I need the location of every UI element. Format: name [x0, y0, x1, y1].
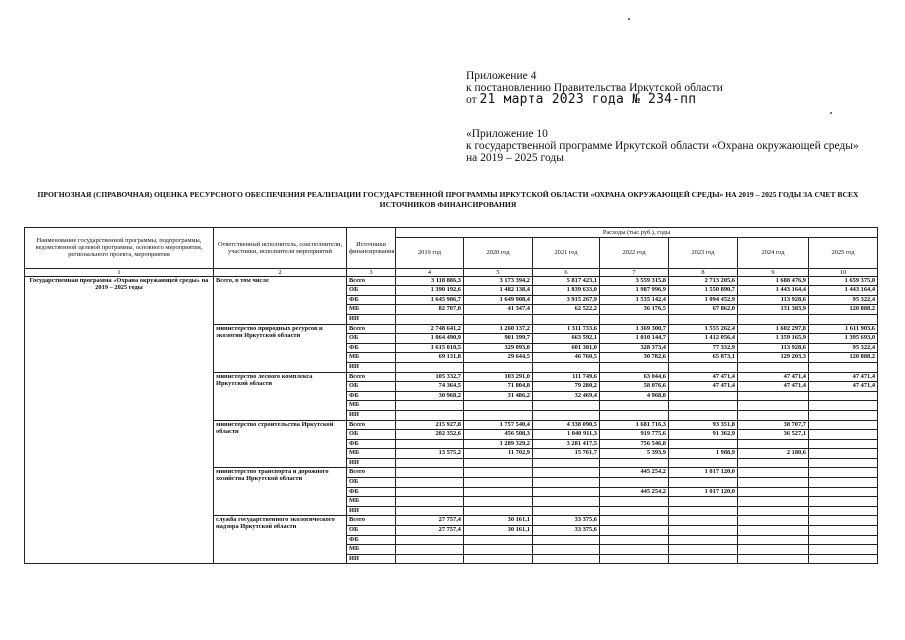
- value-cell: 30 782,6: [600, 353, 669, 363]
- value-cell: [809, 487, 878, 497]
- value-cell: [738, 526, 809, 536]
- col-header-year: 2021 год: [533, 237, 600, 268]
- value-cell: 202 352,6: [396, 430, 464, 440]
- source-cell: МБ: [347, 401, 396, 411]
- value-cell: 129 203,3: [738, 353, 809, 363]
- value-cell: [809, 535, 878, 545]
- value-cell: [464, 554, 533, 564]
- value-cell: 3 915 267,9: [533, 295, 600, 305]
- value-cell: [464, 535, 533, 545]
- source-cell: МБ: [347, 497, 396, 507]
- table-row: [25, 276, 878, 286]
- value-cell: 1 555 262,4: [669, 324, 738, 334]
- scan-speck: [830, 112, 832, 114]
- value-cell: [600, 535, 669, 545]
- value-cell: 1 094 452,9: [669, 295, 738, 305]
- value-cell: 1 535 142,4: [600, 295, 669, 305]
- value-cell: 69 131,8: [396, 353, 464, 363]
- value-cell: [669, 526, 738, 536]
- source-cell: ОБ: [347, 430, 396, 440]
- value-cell: 1 017 120,0: [669, 468, 738, 478]
- col-header-year: 2025 год: [809, 237, 878, 268]
- value-cell: 95 322,4: [809, 295, 878, 305]
- value-cell: [809, 439, 878, 449]
- value-cell: 3 173 394,2: [464, 276, 533, 286]
- source-cell: ОБ: [347, 286, 396, 296]
- value-cell: 1 017 120,0: [669, 487, 738, 497]
- col-header-source: Источники финансирования: [347, 228, 396, 269]
- value-cell: [396, 535, 464, 545]
- value-cell: [464, 478, 533, 488]
- value-cell: 103 291,0: [464, 372, 533, 382]
- value-cell: [396, 401, 464, 411]
- value-cell: [464, 545, 533, 555]
- value-cell: [600, 526, 669, 536]
- value-cell: [600, 478, 669, 488]
- value-cell: 5 393,9: [600, 449, 669, 459]
- source-cell: МБ: [347, 353, 396, 363]
- value-cell: 1 064 490,9: [396, 334, 464, 344]
- col-index: 6: [533, 268, 600, 276]
- col-header-year: 2022 год: [600, 237, 669, 268]
- value-cell: 31 486,2: [464, 391, 533, 401]
- value-cell: 33 375,6: [533, 526, 600, 536]
- annex-resolution: к постановлению Правительства Иркутской области: [466, 82, 723, 94]
- value-cell: 456 508,3: [464, 430, 533, 440]
- source-cell: Всего: [347, 516, 396, 526]
- value-cell: 38 707,7: [738, 420, 809, 430]
- value-cell: 1 443 164,4: [809, 286, 878, 296]
- value-cell: 47 471,4: [738, 372, 809, 382]
- value-cell: [600, 401, 669, 411]
- value-cell: [533, 362, 600, 372]
- value-cell: [738, 554, 809, 564]
- value-cell: 111 749,6: [533, 372, 600, 382]
- value-cell: [738, 314, 809, 324]
- value-cell: [600, 362, 669, 372]
- value-cell: 30 161,1: [464, 526, 533, 536]
- value-cell: [738, 458, 809, 468]
- value-cell: [533, 487, 600, 497]
- value-cell: 4 338 090,5: [533, 420, 600, 430]
- value-cell: [809, 497, 878, 507]
- value-cell: [533, 497, 600, 507]
- col-header-year: 2020 год: [464, 237, 533, 268]
- value-cell: [396, 439, 464, 449]
- value-cell: 1 988,9: [669, 449, 738, 459]
- value-cell: 1 040 911,3: [533, 430, 600, 440]
- source-cell: Всего: [347, 324, 396, 334]
- value-cell: 30 161,1: [464, 516, 533, 526]
- value-cell: 3 118 886,3: [396, 276, 464, 286]
- value-cell: 901 399,7: [464, 334, 533, 344]
- source-cell: Всего: [347, 468, 396, 478]
- value-cell: 1 010 144,7: [600, 334, 669, 344]
- value-cell: 27 757,4: [396, 516, 464, 526]
- source-cell: ФБ: [347, 295, 396, 305]
- value-cell: 2 748 641,2: [396, 324, 464, 334]
- value-cell: [669, 554, 738, 564]
- value-cell: 11 702,9: [464, 449, 533, 459]
- value-cell: [669, 545, 738, 555]
- col-header-year: 2019 год: [396, 237, 464, 268]
- col-index: 3: [347, 268, 396, 276]
- value-cell: 30 968,2: [396, 391, 464, 401]
- value-cell: [669, 535, 738, 545]
- value-cell: 1 260 137,2: [464, 324, 533, 334]
- value-cell: [669, 506, 738, 516]
- value-cell: 1 757 540,4: [464, 420, 533, 430]
- program-name-cell: Государственная программа «Охрана окружающей среды» на 2019 – 2025 годы: [25, 276, 214, 564]
- value-cell: [533, 458, 600, 468]
- value-cell: 1 550 890,7: [669, 286, 738, 296]
- value-cell: 1 602 297,8: [738, 324, 809, 334]
- value-cell: [669, 497, 738, 507]
- value-cell: [396, 362, 464, 372]
- value-cell: 2 713 205,6: [669, 276, 738, 286]
- value-cell: 215 927,8: [396, 420, 464, 430]
- source-cell: ИИ: [347, 458, 396, 468]
- table-index-row: [25, 268, 878, 276]
- value-cell: [533, 554, 600, 564]
- annex10-period: на 2019 – 2025 годы: [466, 152, 564, 164]
- value-cell: [396, 554, 464, 564]
- value-cell: 328 373,4: [600, 343, 669, 353]
- value-cell: 120 888,2: [809, 353, 878, 363]
- value-cell: 47 471,4: [669, 372, 738, 382]
- table-header-row: [25, 228, 878, 238]
- source-cell: ОБ: [347, 478, 396, 488]
- value-cell: [738, 545, 809, 555]
- value-cell: 113 928,6: [738, 343, 809, 353]
- source-cell: МБ: [347, 305, 396, 315]
- value-cell: [809, 391, 878, 401]
- source-cell: ИИ: [347, 314, 396, 324]
- value-cell: [738, 468, 809, 478]
- value-cell: 1 839 633,0: [533, 286, 600, 296]
- value-cell: 63 044,6: [600, 372, 669, 382]
- executor-cell: министерство лесного комплекса Иркутской области: [214, 372, 347, 420]
- value-cell: 1 688 476,9: [738, 276, 809, 286]
- col-index: 7: [600, 268, 669, 276]
- value-cell: [669, 478, 738, 488]
- col-header-year: 2023 год: [669, 237, 738, 268]
- value-cell: [600, 554, 669, 564]
- value-cell: [396, 506, 464, 516]
- value-cell: [809, 458, 878, 468]
- value-cell: [669, 410, 738, 420]
- col-header-year: 2024 год: [738, 237, 809, 268]
- col-header-expenses: Расходы (тыс.руб.), годы: [396, 228, 878, 238]
- value-cell: 4 968,0: [600, 391, 669, 401]
- value-cell: [600, 545, 669, 555]
- value-cell: [533, 478, 600, 488]
- value-cell: 36 527,1: [738, 430, 809, 440]
- value-cell: 32 469,4: [533, 391, 600, 401]
- value-cell: 756 546,8: [600, 439, 669, 449]
- value-cell: 1 659 375,0: [809, 276, 878, 286]
- value-cell: [809, 420, 878, 430]
- value-cell: [738, 506, 809, 516]
- annex10-title: «Приложение 10: [466, 128, 548, 140]
- col-index: 4: [396, 268, 464, 276]
- scan-speck: [628, 18, 630, 20]
- value-cell: [669, 362, 738, 372]
- value-cell: [669, 516, 738, 526]
- col-index: 9: [738, 268, 809, 276]
- annex10-header: [466, 128, 859, 164]
- value-cell: [669, 458, 738, 468]
- value-cell: [396, 468, 464, 478]
- source-cell: ОБ: [347, 526, 396, 536]
- value-cell: 1 289 329,2: [464, 439, 533, 449]
- value-cell: [738, 478, 809, 488]
- value-cell: 1 443 164,4: [738, 286, 809, 296]
- value-cell: 1 611 903,6: [809, 324, 878, 334]
- col-index: 8: [669, 268, 738, 276]
- value-cell: 1 482 138,4: [464, 286, 533, 296]
- source-cell: Всего: [347, 420, 396, 430]
- value-cell: [809, 410, 878, 420]
- value-cell: 41 347,4: [464, 305, 533, 315]
- value-cell: 62 522,2: [533, 305, 600, 315]
- value-cell: 77 332,9: [669, 343, 738, 353]
- value-cell: [533, 410, 600, 420]
- value-cell: [600, 314, 669, 324]
- source-cell: МБ: [347, 545, 396, 555]
- value-cell: [396, 497, 464, 507]
- value-cell: [669, 401, 738, 411]
- col-index: 1: [25, 268, 214, 276]
- executor-cell: министерство строительства Иркутской области: [214, 420, 347, 468]
- annex-date-line: [466, 94, 723, 106]
- value-cell: 1 390 192,6: [396, 286, 464, 296]
- value-cell: 79 280,2: [533, 382, 600, 392]
- value-cell: 95 322,4: [809, 343, 878, 353]
- value-cell: 82 707,0: [396, 305, 464, 315]
- source-cell: ФБ: [347, 439, 396, 449]
- value-cell: 919 775,6: [600, 430, 669, 440]
- value-cell: 93 351,8: [669, 420, 738, 430]
- value-cell: 329 093,0: [464, 343, 533, 353]
- value-cell: 47 471,4: [669, 382, 738, 392]
- source-cell: ИИ: [347, 554, 396, 564]
- value-cell: [809, 506, 878, 516]
- value-cell: 71 804,8: [464, 382, 533, 392]
- value-cell: 74 364,5: [396, 382, 464, 392]
- executor-cell: Всего, в том числе: [214, 276, 347, 324]
- source-cell: ИИ: [347, 506, 396, 516]
- value-cell: [809, 314, 878, 324]
- value-cell: [600, 410, 669, 420]
- value-cell: [533, 535, 600, 545]
- value-cell: 33 375,6: [533, 516, 600, 526]
- source-cell: ОБ: [347, 382, 396, 392]
- value-cell: 1 649 908,4: [464, 295, 533, 305]
- value-cell: 3 559 315,8: [600, 276, 669, 286]
- value-cell: [809, 526, 878, 536]
- value-cell: [464, 314, 533, 324]
- value-cell: [600, 497, 669, 507]
- value-cell: [809, 545, 878, 555]
- value-cell: 29 644,5: [464, 353, 533, 363]
- value-cell: [464, 468, 533, 478]
- value-cell: [533, 401, 600, 411]
- value-cell: [738, 487, 809, 497]
- value-cell: 1 311 733,6: [533, 324, 600, 334]
- value-cell: 47 471,4: [809, 382, 878, 392]
- value-cell: 1 412 056,4: [669, 334, 738, 344]
- value-cell: 445 254,2: [600, 487, 669, 497]
- value-cell: 1 395 693,0: [809, 334, 878, 344]
- value-cell: 1 359 165,9: [738, 334, 809, 344]
- value-cell: 65 873,1: [669, 353, 738, 363]
- value-cell: 601 381,0: [533, 343, 600, 353]
- value-cell: [464, 487, 533, 497]
- value-cell: [809, 468, 878, 478]
- value-cell: 36 176,5: [600, 305, 669, 315]
- value-cell: [809, 516, 878, 526]
- col-index: 2: [214, 268, 347, 276]
- value-cell: [738, 362, 809, 372]
- value-cell: [809, 401, 878, 411]
- value-cell: [738, 401, 809, 411]
- value-cell: 47 471,4: [738, 382, 809, 392]
- value-cell: [464, 401, 533, 411]
- col-header-name: Наименование государственной программы, подпрограммы, ведомственной целевой программы, основного мероприятия, регионального проекта, мероприятия: [25, 228, 214, 269]
- value-cell: [533, 506, 600, 516]
- value-cell: 120 888,2: [809, 305, 878, 315]
- value-cell: [738, 535, 809, 545]
- value-cell: 67 862,0: [669, 305, 738, 315]
- source-cell: МБ: [347, 449, 396, 459]
- annex-title: Приложение 4: [466, 70, 537, 82]
- value-cell: [464, 362, 533, 372]
- value-cell: [669, 391, 738, 401]
- value-cell: [809, 362, 878, 372]
- value-cell: 58 076,6: [600, 382, 669, 392]
- source-cell: ОБ: [347, 334, 396, 344]
- value-cell: [809, 478, 878, 488]
- value-cell: 1 681 716,3: [600, 420, 669, 430]
- value-cell: 15 761,7: [533, 449, 600, 459]
- value-cell: 47 471,4: [809, 372, 878, 382]
- value-cell: 1 645 986,7: [396, 295, 464, 305]
- executor-cell: служба государственного экологического надзора Иркутской области: [214, 516, 347, 564]
- value-cell: 46 760,5: [533, 353, 600, 363]
- value-cell: 13 575,2: [396, 449, 464, 459]
- annex10-program: к государственной программе Иркутской области «Охрана окружающей среды»: [466, 140, 859, 152]
- value-cell: [533, 468, 600, 478]
- value-cell: 1 369 300,7: [600, 324, 669, 334]
- value-cell: [464, 410, 533, 420]
- value-cell: [396, 487, 464, 497]
- source-cell: ФБ: [347, 487, 396, 497]
- col-index: 5: [464, 268, 533, 276]
- value-cell: [600, 516, 669, 526]
- value-cell: 1 615 018,5: [396, 343, 464, 353]
- executor-cell: министерство природных ресурсов и экологии Иркутской области: [214, 324, 347, 372]
- budget-table: [24, 227, 878, 564]
- value-cell: 113 928,6: [738, 295, 809, 305]
- source-cell: ФБ: [347, 391, 396, 401]
- value-cell: [533, 545, 600, 555]
- value-cell: 1 987 996,9: [600, 286, 669, 296]
- source-cell: ИИ: [347, 410, 396, 420]
- value-cell: 2 180,6: [738, 449, 809, 459]
- value-cell: [669, 314, 738, 324]
- col-index: 10: [809, 268, 878, 276]
- value-cell: [396, 545, 464, 555]
- value-cell: [396, 410, 464, 420]
- executor-cell: министерство транспорта и дорожного хозяйства Иркутской области: [214, 468, 347, 516]
- value-cell: [809, 554, 878, 564]
- value-cell: [600, 458, 669, 468]
- value-cell: 663 592,1: [533, 334, 600, 344]
- value-cell: [396, 478, 464, 488]
- value-cell: [600, 506, 669, 516]
- value-cell: [809, 430, 878, 440]
- source-cell: Всего: [347, 276, 396, 286]
- annex-date: 21 марта 2023 года № 234-пп: [479, 92, 697, 107]
- value-cell: [809, 449, 878, 459]
- source-cell: ФБ: [347, 343, 396, 353]
- value-cell: [464, 458, 533, 468]
- value-cell: [533, 314, 600, 324]
- value-cell: [396, 314, 464, 324]
- document-title: ПРОГНОЗНАЯ (СПРАВОЧНАЯ) ОЦЕНКА РЕСУРСНОГО ОБЕСПЕЧЕНИЯ РЕАЛИЗАЦИИ ГОСУДАРСТВЕННОЙ ПРОГРАММЫ ИРКУТСКОЙ ОБЛАСТИ «ОХРАНА ОКРУЖАЮЩЕЙ СРЕДЫ» НА 2019 – 2025 ГОДЫ ЗА СЧЕТ ВСЕХ ИСТОЧНИКОВ ФИНАНСИРОВАНИЯ: [37, 190, 859, 209]
- value-cell: [464, 497, 533, 507]
- value-cell: 27 757,4: [396, 526, 464, 536]
- value-cell: 445 254,2: [600, 468, 669, 478]
- annex-header: [466, 70, 723, 106]
- value-cell: 3 281 417,5: [533, 439, 600, 449]
- value-cell: 91 362,9: [669, 430, 738, 440]
- value-cell: [738, 516, 809, 526]
- source-cell: Всего: [347, 372, 396, 382]
- value-cell: [738, 391, 809, 401]
- annex-date-prefix: от: [466, 94, 477, 106]
- value-cell: [464, 506, 533, 516]
- source-cell: ИИ: [347, 362, 396, 372]
- value-cell: [738, 410, 809, 420]
- value-cell: 131 383,9: [738, 305, 809, 315]
- source-cell: ФБ: [347, 535, 396, 545]
- value-cell: [669, 439, 738, 449]
- value-cell: [738, 439, 809, 449]
- col-header-executor: Ответственный исполнитель, соисполнители, участники, исполнители мероприятий: [214, 228, 347, 269]
- value-cell: 5 817 423,1: [533, 276, 600, 286]
- value-cell: [738, 497, 809, 507]
- value-cell: [396, 458, 464, 468]
- value-cell: 105 332,7: [396, 372, 464, 382]
